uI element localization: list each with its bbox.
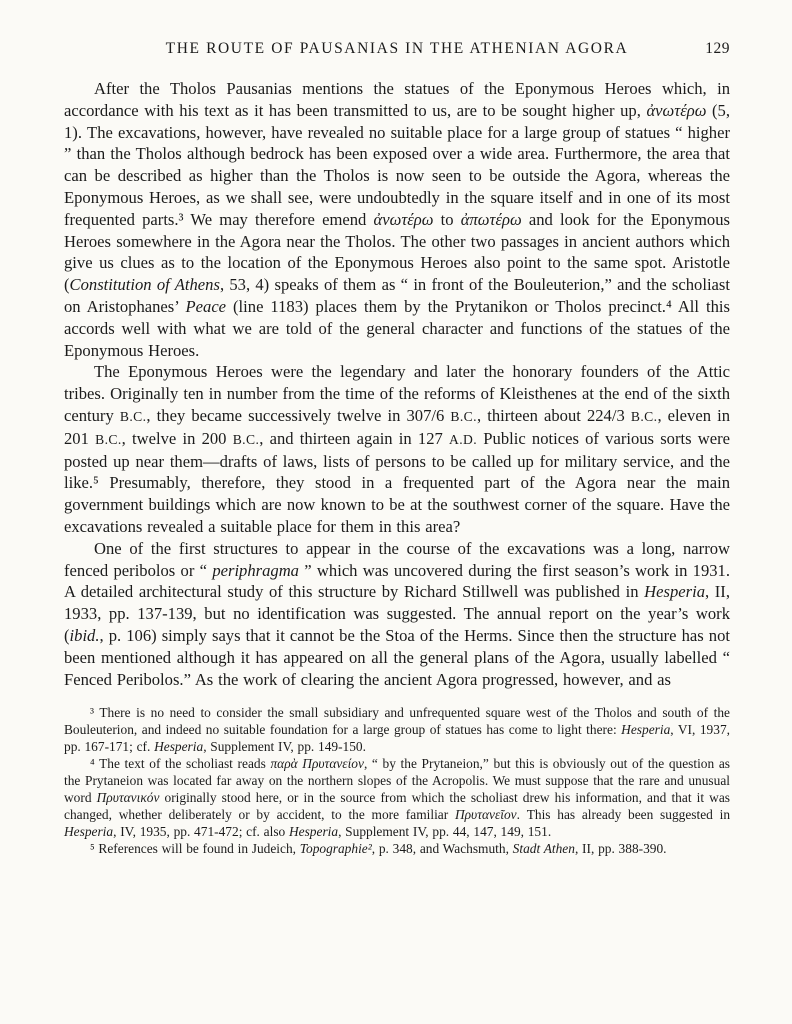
text-run: , p. 106) simply says that it cannot be the Stoa of the Herms. Since then the structure has not been mentioned although it has appeared on all the general plans of the Agora, usually labelled “ Fenced Peribolos.” As the work of clearing the ancient Agora progressed, however, and as: [64, 625, 730, 689]
text-run: originally stood here, or in the source from which the scholiast drew his information, and that it was changed, whether deliberately or by accident, to the more familiar: [64, 790, 730, 823]
text-run: A.D.: [449, 431, 478, 447]
footnote-5: [64, 840, 730, 857]
text-run: ⁴ The text of the scholiast reads: [90, 756, 271, 772]
italic-text: ἀνωτέρω: [373, 209, 434, 229]
text-run: , eleven in 201: [64, 405, 730, 448]
italic-text: ibid.: [69, 625, 100, 645]
text-run: (line 1183) places them by the Prytanikon or Tholos precinct.⁴ All this accords well with what we are told of the general character and functions of the statues of the Eponymous Heroes.: [64, 296, 730, 360]
text-run: Public notices of various sorts were posted up near them—drafts of laws, lists of persons to be called up for military service, and the like.⁵ Presumably, therefore, they stood in a frequented part of the Agora near the main government buildings which are now known to be at the southwest corner of the square. Have the excavations revealed a suitable place for them in this area?: [64, 428, 731, 536]
footnote-4: [64, 755, 730, 840]
text-run: , IV, 1935, pp. 471-472; cf. also: [113, 824, 289, 840]
running-title: THE ROUTE OF PAUSANIAS IN THE ATHENIAN AGORA: [165, 40, 629, 57]
page-header: [64, 40, 730, 62]
footnotes-section: [64, 704, 730, 857]
text-run: , thirteen about 224/3: [476, 405, 631, 425]
text-run: After the Tholos Pausanias mentions the statues of the Eponymous Heroes which, in accordance with his text as it has been transmitted to us, are to be sought higher up,: [64, 79, 730, 120]
italic-text: παρὰ Πρυτανείον: [270, 756, 364, 772]
text-run: , VI, 1937, pp. 167-171; cf.: [64, 722, 730, 755]
italic-text: Stadt Athen: [512, 841, 575, 857]
text-run: , twelve in 200: [121, 428, 233, 448]
paragraph-2: [64, 361, 730, 537]
text-run: The Eponymous Heroes were the legendary and later the honorary founders of the Attic tribes. Originally ten in number from the time of the reforms of Kleisthenes at the end of the sixth century: [64, 362, 730, 425]
italic-text: Hesperia: [64, 824, 114, 840]
italic-text: Hesperia: [288, 824, 339, 840]
text-run: , 53, 4) speaks of them as “ in front of the Bouleuterion,” and the scholiast on Aristophanes’: [64, 275, 730, 316]
text-run: (5, 1). The excavations, however, have revealed no suitable place for a large group of statues “ higher ” than the Tholos although bedrock has been exposed over a wide area. Furthermore, the area that can be described as higher than the Tholos is now seen to be outside the Agora, whereas the Eponymous Heroes, as we shall see, were undoubtedly in the square itself and in one of its most frequented parts.³ We may therefore emend: [64, 100, 730, 229]
text-run: , p. 348, and Wachsmuth,: [371, 841, 513, 857]
italic-text: Hesperia: [644, 582, 705, 602]
text-run: B.C.: [232, 431, 260, 447]
italic-text: Constitution of Athens: [69, 275, 220, 295]
text-run: ⁵ References will be found in Judeich,: [90, 841, 300, 857]
text-run: . This has already been suggested in: [516, 807, 731, 823]
text-run: B.C.: [630, 408, 658, 424]
italic-text: Hesperia: [154, 739, 204, 755]
text-run: , they became successively twelve in 307/6: [146, 405, 451, 425]
text-run: , and thirteen again in 127: [259, 428, 450, 448]
footnote-3: [64, 704, 730, 755]
paragraph-1: [64, 78, 730, 361]
text-run: , II, pp. 388-390.: [574, 841, 667, 857]
italic-text: Πρυτανικόν: [96, 790, 160, 806]
italic-text: Πρυτανεῖον: [454, 807, 517, 823]
italic-text: periphragma: [212, 560, 299, 580]
italic-text: ἀνωτέρω: [646, 100, 707, 120]
text-run: and look for the Eponymous Heroes somewhere in the Agora near the Tholos. The other two passages in ancient authors which give us clues as to the location of the Eponymous Heroes also point to the same spot. Aristotle (: [64, 209, 730, 295]
text-run: to: [433, 209, 461, 229]
text-run: , Supplement IV, pp. 44, 147, 149, 151.: [338, 824, 552, 840]
text-run: B.C.: [119, 408, 147, 424]
italic-text: ἀπωτέρω: [460, 209, 522, 229]
page-number: 129: [705, 40, 730, 57]
italic-text: Hesperia: [621, 722, 671, 738]
text-run: ³ There is no need to consider the small subsidiary and unfrequented square west of the Tholos and south of the Bouleuterion, and indeed no suitable foundation for a large group of statues has come to light there:: [64, 705, 730, 738]
text-run: B.C.: [95, 431, 122, 447]
italic-text: Topographie²: [299, 841, 372, 857]
text-run: One of the first structures to appear in the course of the excavations was a long, narrow fenced peribolos or “: [64, 538, 730, 580]
text-run: ” which was uncovered during the first season’s work in 1931. A detailed architectural study of this structure by Richard Stillwell was published in: [64, 560, 730, 602]
text-run: , II, 1933, pp. 137-139, but no identification was suggested. The annual report on the year’s work (: [64, 582, 730, 645]
body-text: [64, 78, 730, 690]
text-run: , Supplement IV, pp. 149-150.: [203, 739, 366, 755]
text-run: , “ by the Prytaneion,” but this is obviously out of the question as the Prytaneion was located far away on the northern slopes of the Acropolis. We must suppose that the rare and unusual word: [64, 756, 730, 806]
italic-text: Peace: [185, 296, 227, 316]
text-run: B.C.: [450, 408, 477, 424]
paragraph-3: [64, 538, 730, 691]
